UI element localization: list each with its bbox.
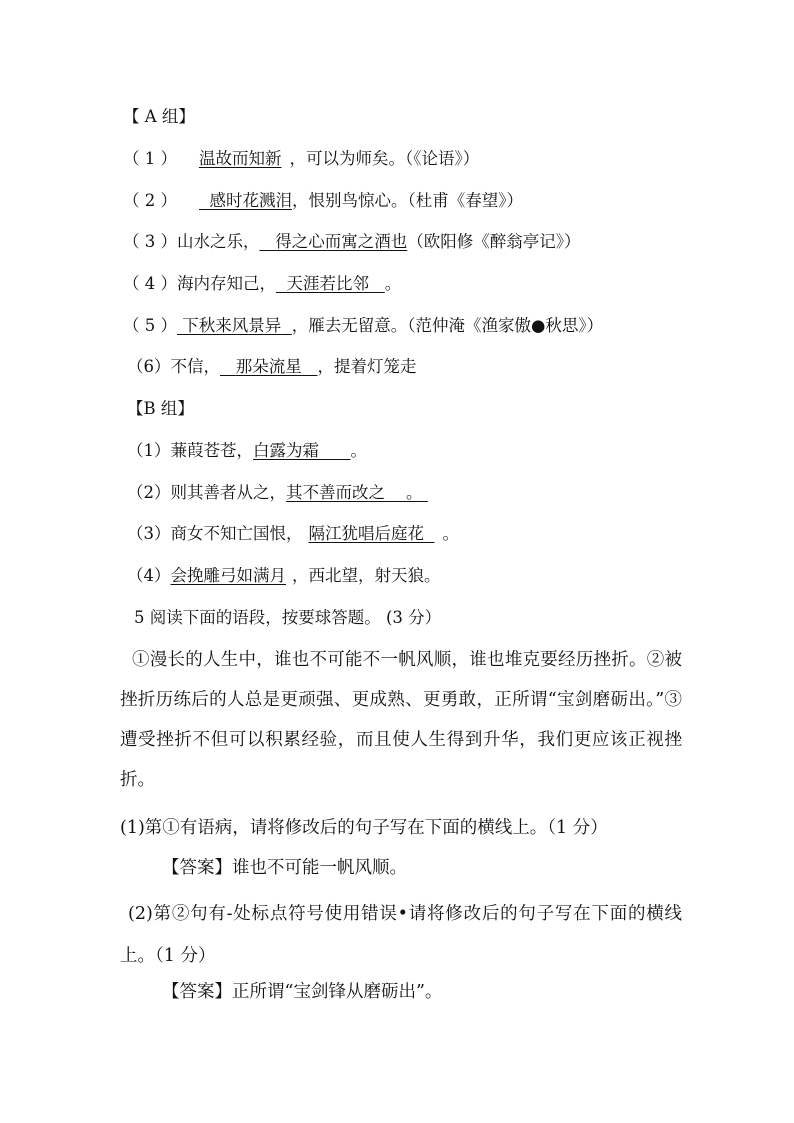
group-a-item-2: [123, 189, 523, 213]
answer-blank: 那朵流星: [235, 357, 302, 376]
item-suffix: ，雁去无留意。（范仲淹《渔家傲●秋思》）: [291, 316, 604, 335]
answer-blank: 天涯若比邻: [286, 274, 369, 293]
group-b-title: 【B 组】: [127, 399, 194, 418]
group-b-item-3: [127, 522, 459, 546]
answer-blank: 白露为霜: [253, 441, 319, 460]
item-number: （ 5 ）: [123, 316, 177, 335]
item-number: （ 2 ）: [123, 191, 177, 210]
answer-blank: 隔江犹唱后庭花: [308, 524, 424, 543]
item-suffix: 。: [350, 441, 367, 460]
item-number: （ 3 ）: [123, 232, 177, 251]
item-prefix: 山水之乐，: [177, 232, 260, 251]
group-b-item-4: [127, 564, 441, 588]
q5-sub2-question: (2)第②句有-处标点符号使用错误•请将修改后的句子写在下面的横线上。（1 分）: [120, 904, 682, 966]
item-number: （1）: [127, 441, 171, 460]
answer-text: 谁也不可能一帆风顺。: [232, 858, 407, 878]
answer-blank: 感时花溅泪: [209, 191, 292, 210]
group-a-title: 【 A 组】: [123, 107, 195, 126]
group-a-item-3: [123, 230, 581, 254]
answer-blank: 得之心而寓之酒也: [275, 232, 408, 251]
q5-sub1-answer: [162, 856, 407, 880]
item-number: （ 4 ）: [123, 274, 177, 293]
item-suffix: 。: [442, 524, 459, 543]
item-number: （6）: [127, 357, 171, 376]
answer-label: 【答案】: [162, 982, 232, 1002]
group-a-item-6: [127, 355, 417, 379]
item-prefix: 则其善者从之，: [170, 483, 286, 502]
q5-sub2-answer: [162, 980, 442, 1004]
answer-blank: 其不善而改之 。: [286, 483, 423, 502]
q5-sub1-question: (1)第①有语病，请将修改后的句子写在下面的横线上。（1 分）: [120, 818, 608, 838]
item-suffix: ，西北望，射天狼。: [292, 566, 441, 585]
group-b-item-1: [127, 439, 367, 463]
group-a-item-5: [123, 314, 603, 338]
item-suffix: ，可以为师矣。（《论语》）: [289, 149, 480, 168]
answer-blank: 温故而知新: [199, 149, 282, 168]
item-prefix: 不信，: [170, 357, 220, 376]
item-number: （3）: [127, 524, 171, 543]
item-suffix: 。: [384, 274, 402, 293]
item-prefix: 海内存知己，: [177, 274, 276, 293]
group-a-item-1: [123, 147, 479, 171]
item-number: （ 1 ）: [123, 149, 177, 168]
item-suffix: ，提着灯笼走: [317, 357, 417, 376]
item-number: （2）: [127, 483, 171, 502]
item-prefix: 商女不知亡国恨，: [170, 524, 303, 543]
q5-heading: 5 阅读下面的语段，按要球答题。 (3 分）: [134, 608, 442, 627]
answer-text: 正所谓“宝剑锋从磨砺出”。: [232, 982, 443, 1002]
item-prefix: 蒹葭苍苍，: [170, 441, 253, 460]
answer-blank: 下秋来风景异: [182, 316, 282, 335]
item-suffix: ，恨别鸟惊心。（杜甫《春望》）: [292, 191, 523, 210]
item-suffix: （欧阳修《醉翁亭记》）: [407, 232, 581, 251]
q5-passage: ①漫长的人生中，谁也不可能不一帆风顺，谁也堆克要经历挫折。②被挫折历练后的人总是更顽强、更成熟、更勇敢，正所谓“宝剑磨砺出。”③遭受挫折不但可以积累经验，而且使人生得到升华，我们更应该正视挫折。: [120, 650, 682, 790]
answer-label: 【答案】: [162, 858, 232, 878]
group-a-item-4: [123, 272, 401, 296]
group-b-item-2: [127, 481, 428, 505]
item-number: （4）: [127, 566, 171, 585]
answer-blank: 会挽雕弓如满月: [170, 566, 286, 585]
